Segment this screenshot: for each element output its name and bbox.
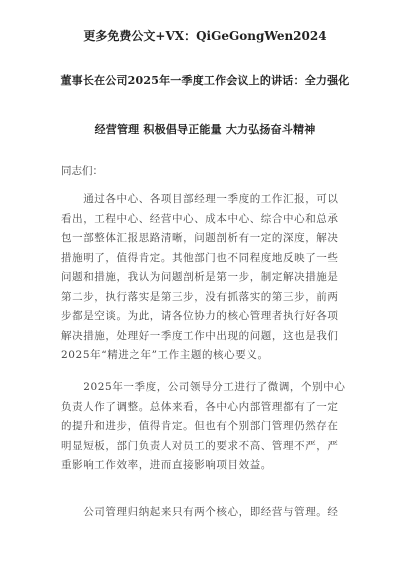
paragraph-line: 的提升和进步，值得肯定。但也有个别部门管理仍然存在 [61,420,339,432]
paragraph-line: 负责人作了调整。总体来看，各中心内部管理都有了一定 [61,400,339,413]
speech-title-line-1: 董事长在公司2025年一季度工作会议上的讲话：全力强化 [60,74,350,87]
paragraph-line: 解决措施，处理好一季度工作中出现的问题，这也是我们 [61,329,339,342]
paragraph-1 [61,190,351,366]
paragraph-2 [61,378,351,476]
speech-title-line-2: 经营管理 积极倡导正能量 大力弘扬奋斗精神 [94,123,316,136]
paragraph-line: 重影响工作效率，进而直接影响项目效益。 [61,459,272,471]
paragraph-line: 公司管理归纳起来只有两个核心，即经营与管理。经 [61,506,339,518]
paragraph-line: 第二步，执行落实是第三步，没有抓落实的第三步，前两 [61,290,339,303]
paragraph-line: 通过各中心、各项目部经理一季度的工作汇报，可以 [61,193,339,205]
paragraph-3 [61,503,351,523]
promo-header: 更多免费公文+VX：QiGeGongWen2024 [83,29,327,43]
paragraph-line: 2025年“精进之年”工作主题的核心要义。 [61,349,269,361]
paragraph-line: 看出，工程中心、经营中心、成本中心、综合中心和总承 [61,212,339,225]
paragraph-line: 2025年一季度，公司领导分工进行了微调，个别中心 [61,381,346,393]
paragraph-line: 步都是空谈。为此，请各位协力的核心管理者执行好各项 [61,310,339,322]
paragraph-line: 措施明了，值得肯定。其他部门也不同程度地反映了一些 [61,251,339,264]
paragraph-line: 包一部整体汇报思路清晰，问题剖析有一定的深度，解决 [61,232,339,244]
paragraph-line: 问题和措施，我认为问题剖析是第一步，制定解决措施是 [61,271,339,283]
salutation: 同志们： [61,165,103,177]
paragraph-line: 明显短板，部门负责人对员工的要求不高、管理不严，严 [61,439,339,452]
